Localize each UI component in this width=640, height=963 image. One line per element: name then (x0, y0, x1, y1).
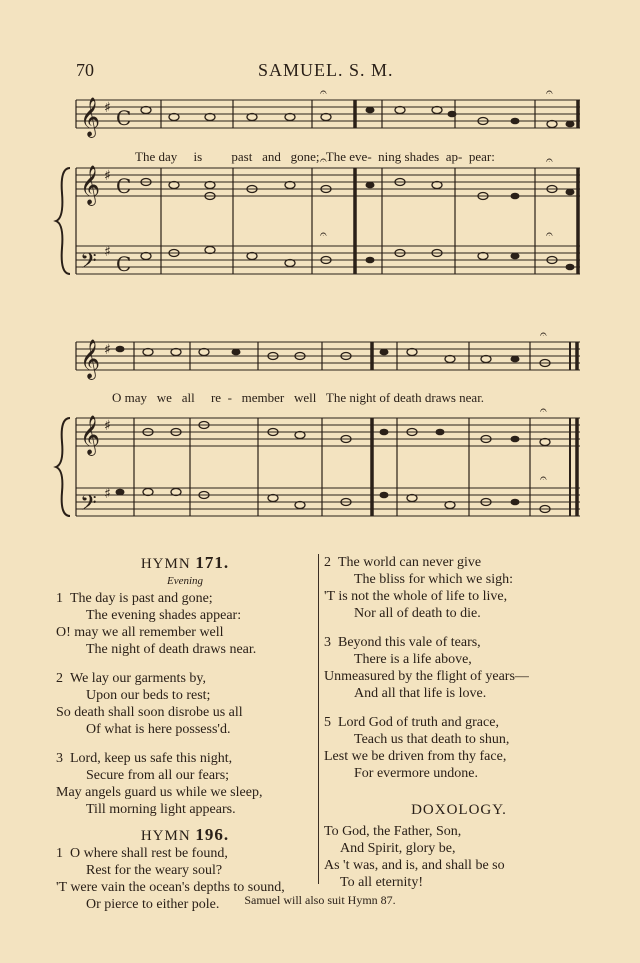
svg-text:𝄐: 𝄐 (320, 153, 327, 167)
bass-staff (76, 488, 580, 516)
page-number: 70 (76, 60, 94, 80)
melody-filled-notes (366, 107, 575, 128)
svg-text:𝄐: 𝄐 (546, 153, 553, 167)
bass-clef-icon: 𝄢 (80, 249, 97, 279)
svg-text:C: C (116, 174, 132, 198)
treble-clef-icon: 𝄞 (80, 415, 101, 455)
lyrics-line-1: The day is past and gone; The eve- ning shades ap- pear: (135, 149, 495, 164)
doxology: To God, the Father, Son, And Spirit, glory be, As 't was, and is, and shall be so To all eternity! (324, 824, 505, 890)
svg-text:♯: ♯ (104, 244, 111, 260)
svg-text:𝄐: 𝄐 (320, 88, 327, 99)
column-divider (318, 554, 319, 884)
stanza: 1 O where shall rest be found, Rest for the weary soul? 'T were vain the ocean's depths to sound, Or pierce to either pole. (56, 846, 285, 912)
hymn-196-heading: HYMN 196. (140, 825, 230, 844)
right-column (324, 554, 594, 891)
bass-notes (141, 247, 557, 267)
svg-text:𝄐: 𝄐 (540, 471, 547, 485)
svg-text:𝄐: 𝄐 (540, 403, 547, 417)
stanza: 2 We lay our garments by, Upon our beds to rest; So death shall soon disrobe us all Of what is here possess'd. (56, 671, 243, 737)
doxology-heading: DOXOLOGY. (411, 802, 507, 818)
svg-text:𝄐: 𝄐 (540, 330, 547, 341)
tune-title: SAMUEL. S. M. (258, 60, 394, 80)
stanza: 3 Lord, keep us safe this night, Secure from all our fears; May angels guard us while we sleep, Till morning light appears. (56, 751, 263, 817)
bass-clef-icon: 𝄢 (80, 491, 97, 521)
treble-staff-alto (76, 418, 580, 446)
footer-note: Samuel will also suit Hymn 87. (244, 893, 396, 907)
music-system-2 (0, 330, 640, 540)
stanza: 3 Beyond this vale of tears, There is a life above, Unmeasured by the flight of years— And all that life is love. (324, 635, 529, 701)
svg-text:♯: ♯ (104, 342, 111, 358)
svg-text:♯: ♯ (104, 418, 111, 434)
svg-text:𝄐: 𝄐 (546, 227, 553, 241)
bass-staff (76, 246, 580, 274)
left-column (56, 554, 314, 913)
melody-notes (143, 349, 550, 367)
hymn-171-subtitle: Evening (166, 575, 204, 587)
stanza: 2 The world can never give The bliss for which we sigh: 'T is not the whole of life to live, Nor all of death to die. (324, 555, 514, 621)
svg-text:𝄐: 𝄐 (546, 88, 553, 99)
svg-text:♯: ♯ (104, 100, 111, 116)
svg-text:𝄐: 𝄐 (320, 227, 327, 241)
melody-notes (141, 107, 557, 128)
treble-clef-icon: 𝄞 (80, 339, 101, 379)
svg-text:♯: ♯ (104, 486, 111, 502)
stanza: 1 The day is past and gone; The evening shades appear: O! may we all remember well The night of death draws near. (56, 591, 257, 657)
svg-text:♯: ♯ (104, 168, 111, 184)
svg-text:C: C (116, 106, 132, 130)
treble-clef-icon: 𝄞 (80, 165, 101, 205)
stanza: 5 Lord God of truth and grace, Teach us that death to shun, Lest we be driven from thy face, For evermore undone. (324, 715, 510, 781)
svg-text:C: C (116, 252, 132, 276)
lyrics-line-2: O may we all re - member well The night of death draws near. (112, 390, 485, 405)
treble-staff-melody (76, 342, 580, 370)
treble-clef-icon: 𝄞 (80, 97, 101, 137)
hymn-171-heading: HYMN 171. (140, 553, 230, 572)
